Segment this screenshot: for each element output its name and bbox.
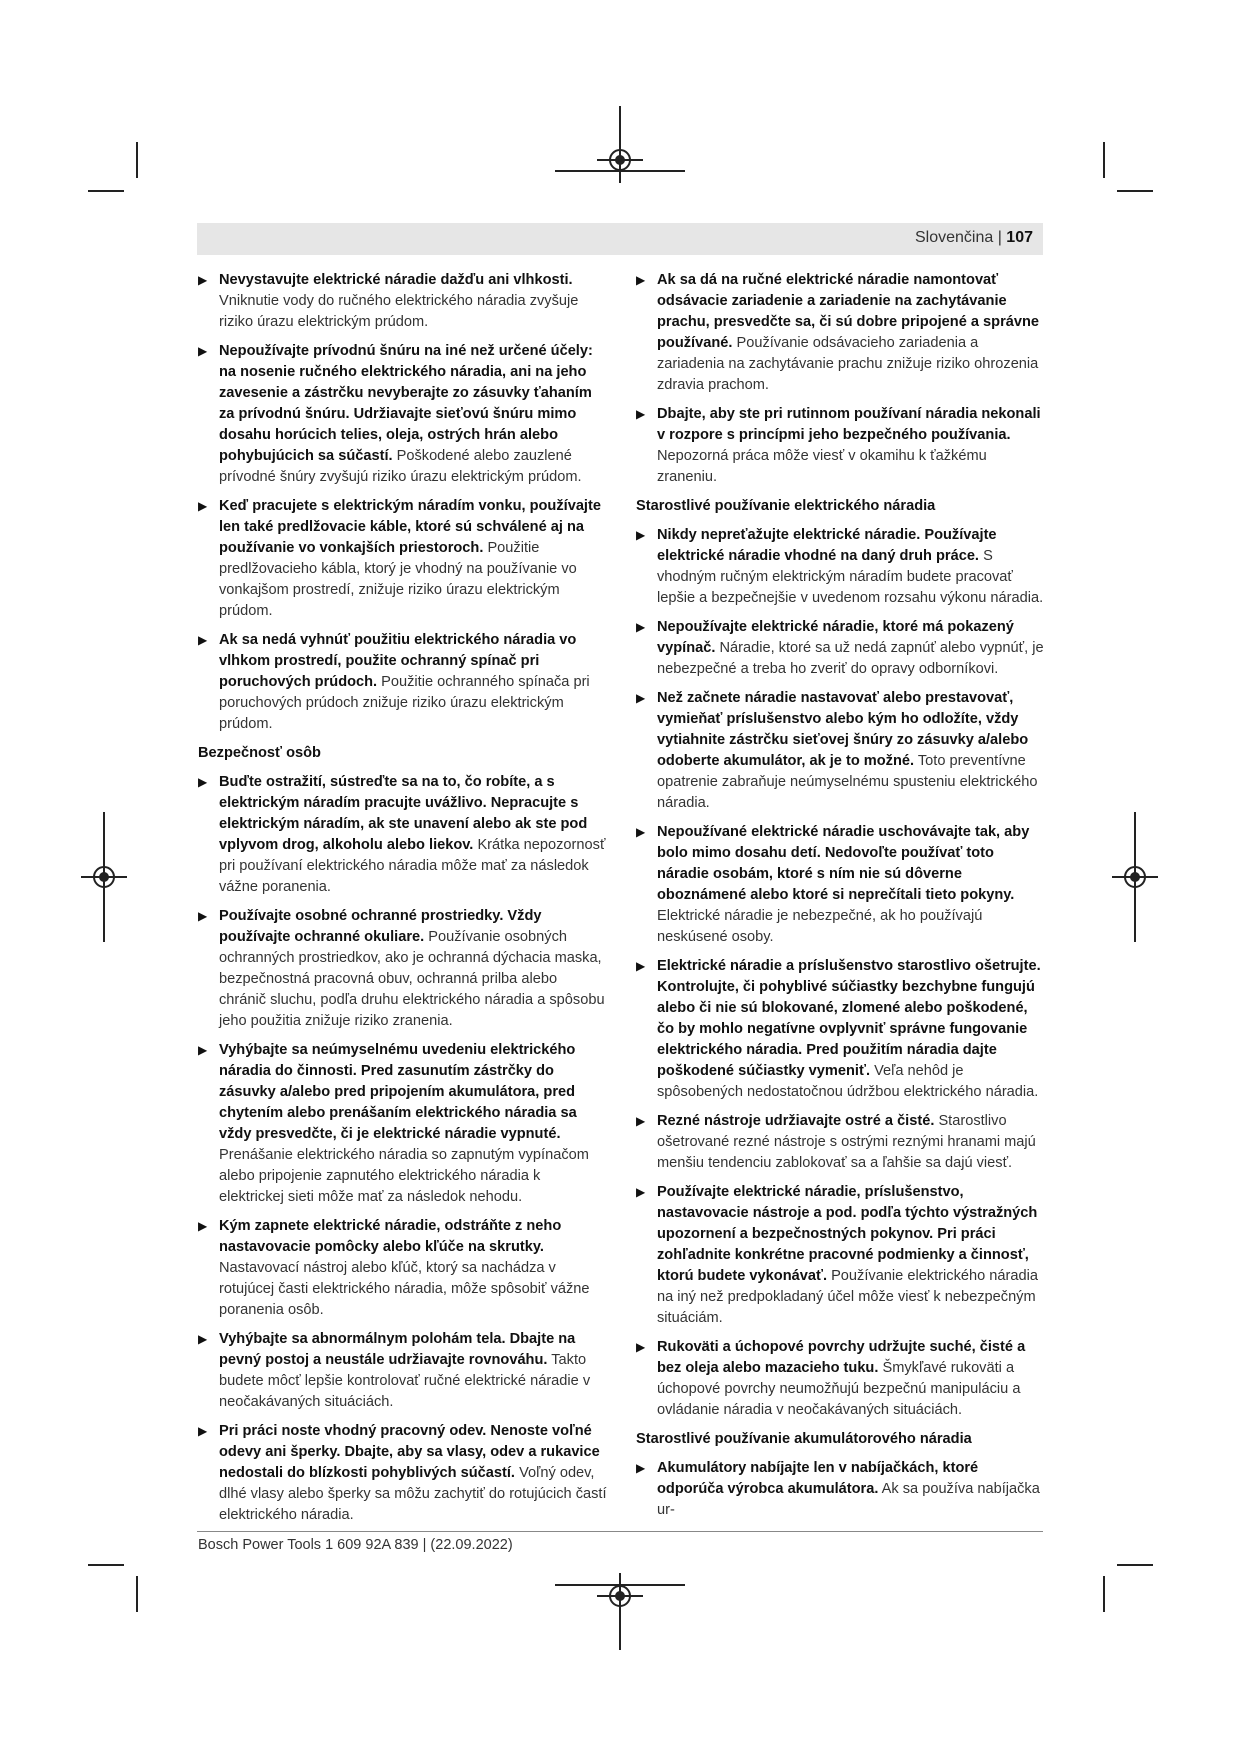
header-language: Slovenčina xyxy=(914,229,994,246)
bullet-arrow-icon: ▶ xyxy=(198,909,208,923)
crop-mark xyxy=(136,142,138,178)
bullet-body-text: Používanie osobných ochranných prostriedkov, ako je ochranná dýchacia maska, bezpečnostná pracovná obuv, ochranná prilba alebo chránič sluchu, podľa druhu elektrického náradia a spôsobu jeho použitia znižuje riziko zranenia. xyxy=(219,929,605,1029)
bullet-item xyxy=(198,1421,608,1526)
bullet-arrow-icon: ▶ xyxy=(636,691,646,705)
crop-mark xyxy=(555,170,685,172)
bullet-item xyxy=(636,1182,1046,1329)
bullet-item xyxy=(636,1458,1046,1521)
bullet-item xyxy=(636,617,1046,680)
bullet-arrow-icon: ▶ xyxy=(198,273,208,287)
bullet-arrow-icon: ▶ xyxy=(636,273,646,287)
bullet-bold-text: Dbajte, aby ste pri rutinnom používaní náradia nekonali v rozpore s princípmi jeho bezpečného používania. xyxy=(657,406,1041,443)
bullet-bold-text: Nikdy nepreťažujte elektrické náradie. Používajte elektrické náradie vhodné na daný druh práce. xyxy=(657,527,997,564)
bullet-bold-text: Nevystavujte elektrické náradie dažďu ani vlhkosti. xyxy=(219,272,573,288)
bullet-bold-text: Nepoužívané elektrické náradie uschovávajte tak, aby bolo mimo dosahu detí. Nedovoľte používať toto náradie osobám, ktoré s ním nie sú dôverne oboznámené alebo ktoré si neprečítali tieto pokyny. xyxy=(657,824,1030,903)
bullet-arrow-icon: ▶ xyxy=(636,1114,646,1128)
crop-mark xyxy=(1103,142,1105,178)
bullet-bold-text: Používajte osobné ochranné prostriedky. Vždy používajte ochranné okuliare. xyxy=(219,908,542,945)
bullet-body-text: Použitie predlžovacieho kábla, ktorý je vhodný na používanie vo vonkajšom prostredí, znižuje riziko úrazu elektrickým prúdom. xyxy=(219,540,577,619)
bullet-body-text: Starostlivo ošetrované rezné nástroje s ostrými reznými hranami majú menšiu tendenciu zablokovať sa a ľahšie sa dajú viesť. xyxy=(657,1113,1036,1171)
bullet-item xyxy=(198,341,608,488)
crop-mark xyxy=(1103,1576,1105,1612)
crop-mark xyxy=(555,1584,685,1586)
bullet-arrow-icon: ▶ xyxy=(636,959,646,973)
bullet-body-text: Šmykľavé rukoväti a úchopové povrchy neumožňujú bezpečnú manipuláciu a ovládanie náradia v neočakávaných situáciách. xyxy=(657,1360,1021,1418)
bullet-body-text: Prenášanie elektrického náradia so zapnutým vypínačom alebo pripojenie zapnutého elektrického náradia k elektrickej sieti môže mať za následok nehodu. xyxy=(219,1147,589,1205)
footer-text: Bosch Power Tools 1 609 92A 839 | (22.09.2022) xyxy=(198,1537,513,1553)
bullet-arrow-icon: ▶ xyxy=(636,407,646,421)
crop-mark xyxy=(103,812,105,942)
bullet-bold-text: Pri práci noste vhodný pracovný odev. Nenoste voľné odevy ani šperky. Dbajte, aby sa vlasy, odev a rukavice nedostali do blízkosti pohyblivých súčastí. xyxy=(219,1423,600,1481)
bullet-bold-text: Akumulátory nabíjajte len v nabíjačkách, ktoré odporúča výrobca akumulátora. xyxy=(657,1460,979,1497)
bullet-body-text: Elektrické náradie je nebezpečné, ak ho používajú neskúsené osoby. xyxy=(657,908,983,945)
bullet-arrow-icon: ▶ xyxy=(198,1043,208,1057)
crop-mark xyxy=(88,1564,124,1566)
right-column xyxy=(636,270,1046,1529)
left-column xyxy=(198,270,608,1534)
bullet-body-text: Ak sa používa nabíjačka ur- xyxy=(657,1481,1040,1518)
crop-mark xyxy=(88,190,124,192)
bullet-body-text: Voľný odev, dlhé vlasy alebo šperky sa môžu zachytiť do rotujúcich častí elektrického náradia. xyxy=(219,1465,607,1523)
bullet-arrow-icon: ▶ xyxy=(198,633,208,647)
bullet-bold-text: Keď pracujete s elektrickým náradím vonku, používajte len také predlžovacie káble, ktoré sú schválené aj na používanie vo vonkajších priestoroch. xyxy=(219,498,601,556)
bullet-item xyxy=(198,496,608,622)
bullet-body-text: Vniknutie vody do ručného elektrického náradia zvyšuje riziko úrazu elektrickým prúdom. xyxy=(219,293,579,330)
bullet-item xyxy=(636,688,1046,814)
bullet-bold-text: Používajte elektrické náradie, príslušenstvo, nastavovacie nástroje a pod. podľa týchto výstražných upozornení a bezpečnostných pokynov. Pri práci zohľadnite konkrétne pracovné podmienky a činnosť, ktorú budete vykonávať. xyxy=(657,1184,1038,1284)
bullet-arrow-icon: ▶ xyxy=(636,1340,646,1354)
bullet-bold-text: Vyhýbajte sa neúmyselnému uvedeniu elektrického náradia do činnosti. Pred zasunutím zástrčky do zásuvky a/alebo pred pripojením akumulátora, pred chytením alebo prenášaním elektrického náradia sa vždy presvedčte, či je elektrické náradie vypnuté. xyxy=(219,1042,577,1142)
crop-mark xyxy=(1134,812,1136,942)
header-text: Slovenčina | 107 xyxy=(914,229,1033,246)
bullet-item xyxy=(198,1040,608,1208)
bullet-arrow-icon: ▶ xyxy=(636,1461,646,1475)
bullet-bold-text: Kým zapnete elektrické náradie, odstráňte z neho nastavovacie pomôcky alebo kľúče na skrutky. xyxy=(219,1218,562,1255)
page-number: 107 xyxy=(1006,229,1033,246)
bullet-bold-text: Elektrické náradie a príslušenstvo starostlivo ošetrujte. Kontrolujte, či pohyblivé súčiastky bezchybne fungujú alebo či nie sú blokované, zlomené alebo poškodené, čo by mohlo negatívne ovplyvniť správne fungovanie elektrického náradia. Pred použitím náradia dajte poškodené súčiastky vymeniť. xyxy=(657,958,1041,1079)
bullet-bold-text: Rezné nástroje udržiavajte ostré a čisté. xyxy=(657,1113,935,1129)
registration-mark-icon xyxy=(609,149,631,171)
bullet-item xyxy=(636,404,1046,488)
bullet-arrow-icon: ▶ xyxy=(636,1185,646,1199)
bullet-item xyxy=(636,822,1046,948)
section-heading: Starostlivé používanie akumulátorového náradia xyxy=(636,1431,972,1447)
bullet-body-text: S vhodným ručným elektrickým náradím budete pracovať lepšie a bezpečnejšie v uvedenom rozsahu výkonu náradia. xyxy=(657,548,1044,606)
bullet-body-text: Takto budete môcť lepšie kontrolovať ručné elektrické náradie v neočakávaných situáciách. xyxy=(219,1352,591,1410)
bullet-body-text: Použitie ochranného spínača pri poruchových prúdoch znižuje riziko úrazu elektrickým prúdom. xyxy=(219,674,590,732)
bullet-arrow-icon: ▶ xyxy=(636,620,646,634)
bullet-bold-text: Ak sa nedá vyhnúť použitiu elektrického náradia vo vlhkom prostredí, použite ochranný spínač pri poruchových prúdoch. xyxy=(219,632,577,690)
bullet-body-text: Náradie, ktoré sa už nedá zapnúť alebo vypnúť, je nebezpečné a treba ho zveriť do opravy odborníkovi. xyxy=(657,640,1044,677)
bullet-item xyxy=(636,956,1046,1103)
bullet-arrow-icon: ▶ xyxy=(198,1332,208,1346)
footer-divider xyxy=(197,1531,1043,1532)
bullet-bold-text: Ak sa dá na ručné elektrické náradie namontovať odsávacie zariadenie a zariadenie na zachytávanie prachu, presvedčte sa, či sú dobre pripojené a správne používané. xyxy=(657,272,1040,351)
registration-mark-icon xyxy=(609,1585,631,1607)
bullet-item xyxy=(198,270,608,333)
bullet-bold-text: Buďte ostražití, sústreďte sa na to, čo robíte, a s elektrickým náradím pracujte uvážlivo. Nepracujte s elektrickým náradím, ak ste unavení alebo ak ste pod vplyvom drog, alkoholu alebo liekov. xyxy=(219,774,588,853)
bullet-item xyxy=(636,1337,1046,1421)
bullet-item xyxy=(198,772,608,898)
crop-mark xyxy=(619,1606,621,1650)
bullet-arrow-icon: ▶ xyxy=(198,1219,208,1233)
bullet-bold-text: Rukoväti a úchopové povrchy udržujte suché, čisté a bez oleja alebo mazacieho tuku. xyxy=(657,1339,1026,1376)
bullet-arrow-icon: ▶ xyxy=(198,344,208,358)
bullet-item xyxy=(636,1111,1046,1174)
bullet-item xyxy=(636,270,1046,396)
bullet-arrow-icon: ▶ xyxy=(198,1424,208,1438)
bullet-body-text: Toto preventívne opatrenie zabraňuje neúmyselnému spusteniu elektrického náradia. xyxy=(657,753,1038,811)
bullet-bold-text: Nepoužívajte elektrické náradie, ktoré má pokazený vypínač. xyxy=(657,619,1014,656)
bullet-arrow-icon: ▶ xyxy=(198,499,208,513)
bullet-arrow-icon: ▶ xyxy=(636,528,646,542)
page-header xyxy=(197,223,1043,255)
bullet-bold-text: Vyhýbajte sa abnormálnym polohám tela. Dbajte na pevný postoj a neustále udržiavajte rovnováhu. xyxy=(219,1331,576,1368)
bullet-item xyxy=(198,1216,608,1321)
section-heading: Bezpečnosť osôb xyxy=(198,745,321,761)
bullet-item xyxy=(198,906,608,1032)
bullet-body-text: Krátka nepozornosť pri používaní elektrického náradia môže mať za následok vážne poranenia. xyxy=(219,837,606,895)
bullet-item xyxy=(198,630,608,735)
bullet-bold-text: Nepoužívajte prívodnú šnúru na iné než určené účely: na nosenie ručného elektrického náradia, ani na jeho zavesenie a zástrčku nevyberajte zo zásuvky ťahaním za prívodnú šnúru. Udržiavajte sieťovú šnúru mimo dosahu horúcich telies, oleja, ostrých hrán alebo pohybujúcich sa súčastí. xyxy=(219,343,593,464)
bullet-body-text: Používanie elektrického náradia na iný než predpokladaný účel môže viesť k nebezpečným situáciám. xyxy=(657,1268,1038,1326)
crop-mark xyxy=(619,106,621,150)
bullet-body-text: Nastavovací nástroj alebo kľúč, ktorý sa nachádza v rotujúcej časti elektrického náradia, môže spôsobiť vážne poranenia osôb. xyxy=(219,1260,590,1318)
bullet-body-text: Poškodené alebo zauzlené prívodné šnúry zvyšujú riziko úrazu elektrickým prúdom. xyxy=(219,448,582,485)
bullet-item xyxy=(636,525,1046,609)
bullet-body-text: Nepozorná práca môže viesť v okamihu k ťažkému zraneniu. xyxy=(657,448,987,485)
bullet-body-text: Používanie odsávacieho zariadenia a zariadenia na zachytávanie prachu znižuje riziko ohrozenia zdravia prachom. xyxy=(657,335,1039,393)
bullet-arrow-icon: ▶ xyxy=(198,775,208,789)
crop-mark xyxy=(136,1576,138,1612)
bullet-item xyxy=(198,1329,608,1413)
crop-mark xyxy=(1117,190,1153,192)
bullet-arrow-icon: ▶ xyxy=(636,825,646,839)
bullet-bold-text: Než začnete náradie nastavovať alebo prestavovať, vymieňať príslušenstvo alebo kým ho odložíte, vždy vytiahnite zástrčku sieťovej šnúry zo zásuvky a/alebo odoberte akumulátor, ak je to možné. xyxy=(657,690,1029,769)
bullet-body-text: Veľa nehôd je spôsobených nedostatočnou údržbou elektrického náradia. xyxy=(657,1063,1039,1100)
section-heading: Starostlivé používanie elektrického náradia xyxy=(636,498,936,514)
crop-mark xyxy=(1117,1564,1153,1566)
